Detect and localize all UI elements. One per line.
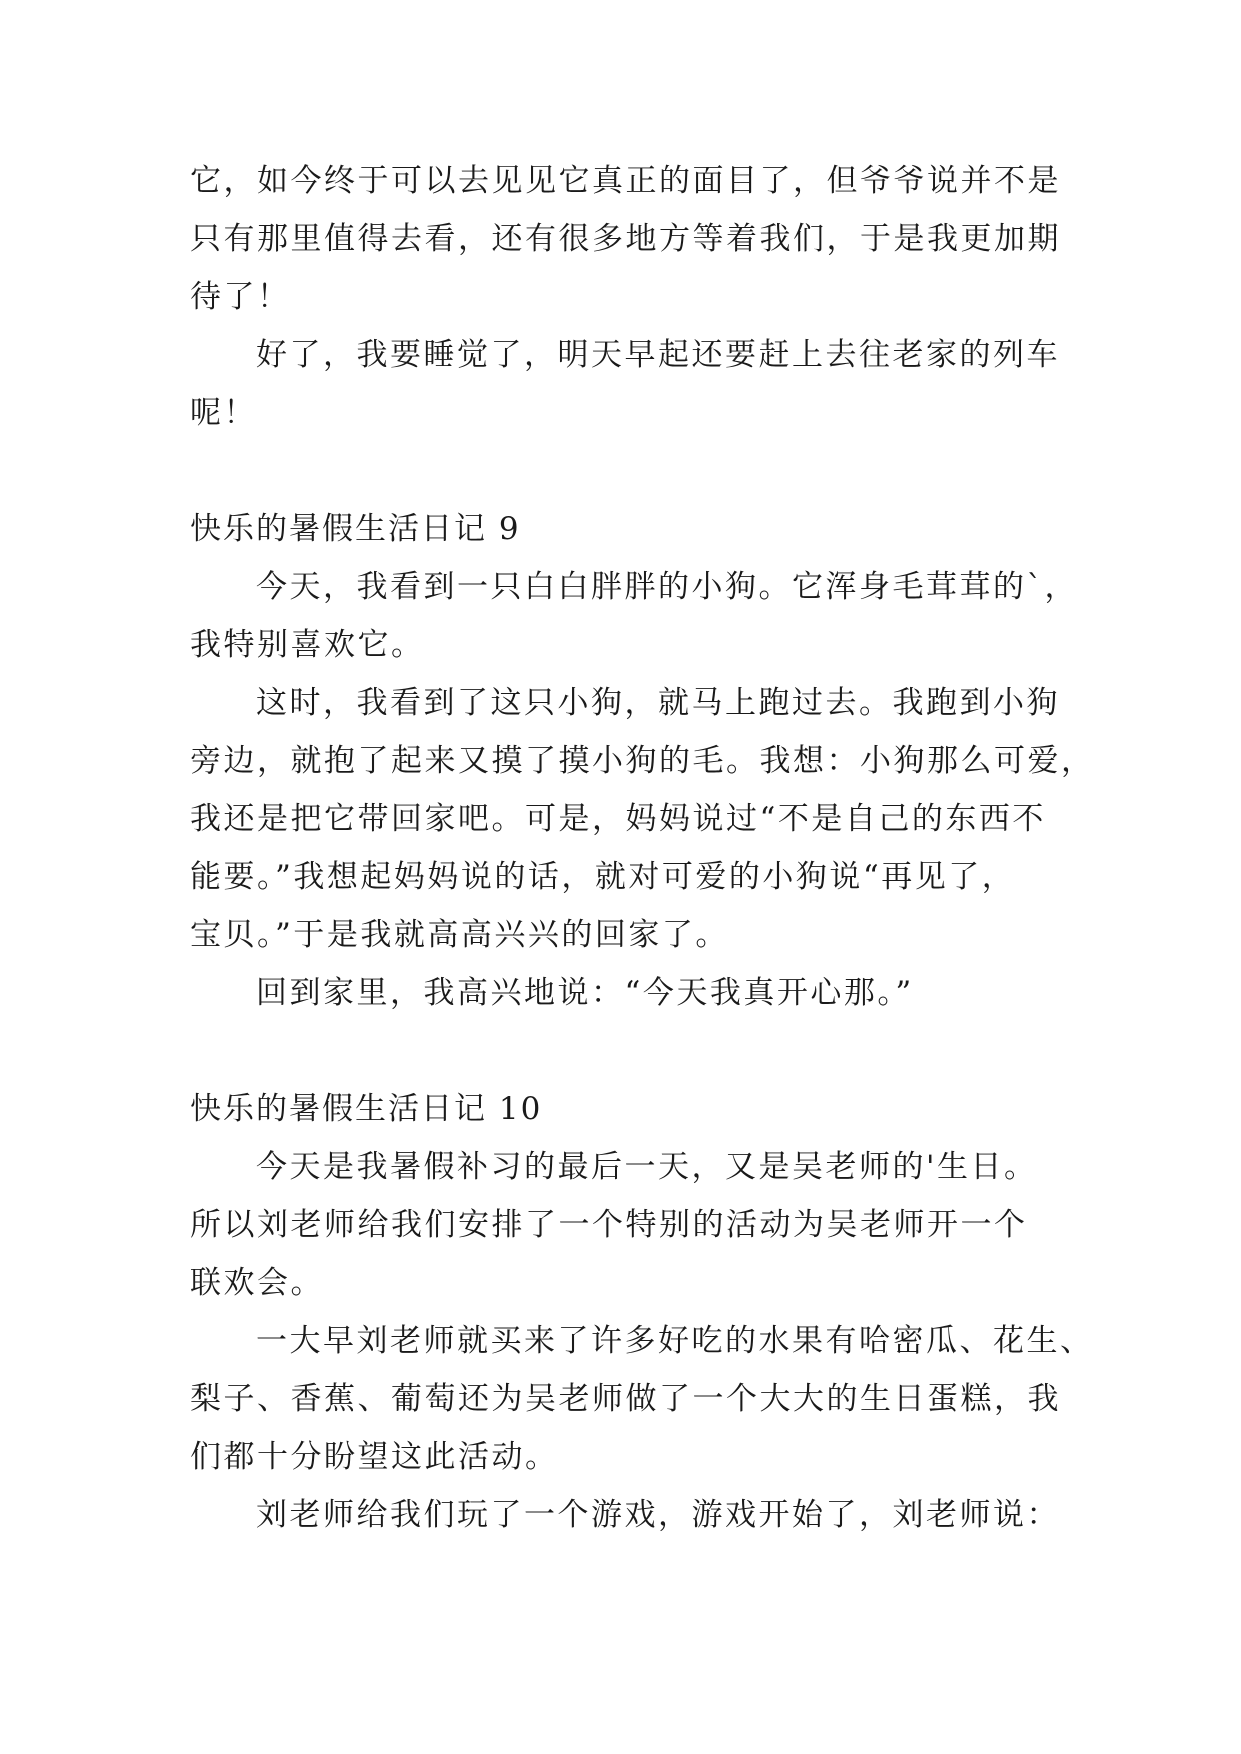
paragraph-line: 宝贝。”于是我就高高兴兴的回家了。 — [190, 917, 729, 953]
section-heading: 快乐的暑假生活日记 9 — [190, 511, 521, 547]
paragraph-line: 我还是把它带回家吧。可是，妈妈说过“不是自己的东西不 — [190, 801, 1046, 837]
paragraph-line: 梨子、香蕉、葡萄还为吴老师做了一个大大的生日蛋糕，我 — [190, 1381, 1061, 1417]
paragraph-line: 待了！ — [190, 279, 291, 315]
section-gap — [190, 442, 1060, 500]
section-gap — [190, 1022, 1060, 1080]
paragraph-first-line: 一大早刘老师就买来了许多好吃的水果有哈密瓜、花生、 — [256, 1323, 1094, 1359]
paragraph-line: 我特别喜欢它。 — [190, 627, 425, 663]
paragraph-first-line: 今天是我暑假补习的最后一天，又是吴老师的'生日。 — [256, 1149, 1038, 1185]
paragraph-first-line: 刘老师给我们玩了一个游戏，游戏开始了，刘老师说： — [256, 1497, 1060, 1533]
paragraph-line: 呢！ — [190, 395, 257, 431]
paragraph-line: 旁边，就抱了起来又摸了摸小狗的毛。我想：小狗那么可爱， — [190, 743, 1095, 779]
paragraph-line: 联欢会。 — [190, 1265, 324, 1301]
paragraph-first-line: 回到家里，我高兴地说：“今天我真开心那。” — [256, 975, 914, 1011]
paragraph-first-line: 好了，我要睡觉了，明天早起还要赶上去往老家的列车 — [256, 337, 1060, 373]
section-heading: 快乐的暑假生活日记 10 — [190, 1091, 543, 1127]
paragraph-line: 所以刘老师给我们安排了一个特别的活动为吴老师开一个 — [190, 1207, 1028, 1243]
paragraph-line: 它，如今终于可以去见见它真正的面目了，但爷爷说并不是 — [190, 163, 1061, 199]
paragraph-first-line: 这时，我看到了这只小狗，就马上跑过去。我跑到小狗 — [256, 685, 1060, 721]
document-body — [190, 152, 1095, 1544]
paragraph-line: 们都十分盼望这此活动。 — [190, 1439, 559, 1475]
paragraph-line: 能要。”我想起妈妈说的话，就对可爱的小狗说“再见了， — [190, 859, 1016, 895]
paragraph-first-line: 今天，我看到一只白白胖胖的小狗。它浑身毛茸茸的`， — [256, 569, 1078, 605]
paragraph-line: 只有那里值得去看，还有很多地方等着我们，于是我更加期 — [190, 221, 1061, 257]
